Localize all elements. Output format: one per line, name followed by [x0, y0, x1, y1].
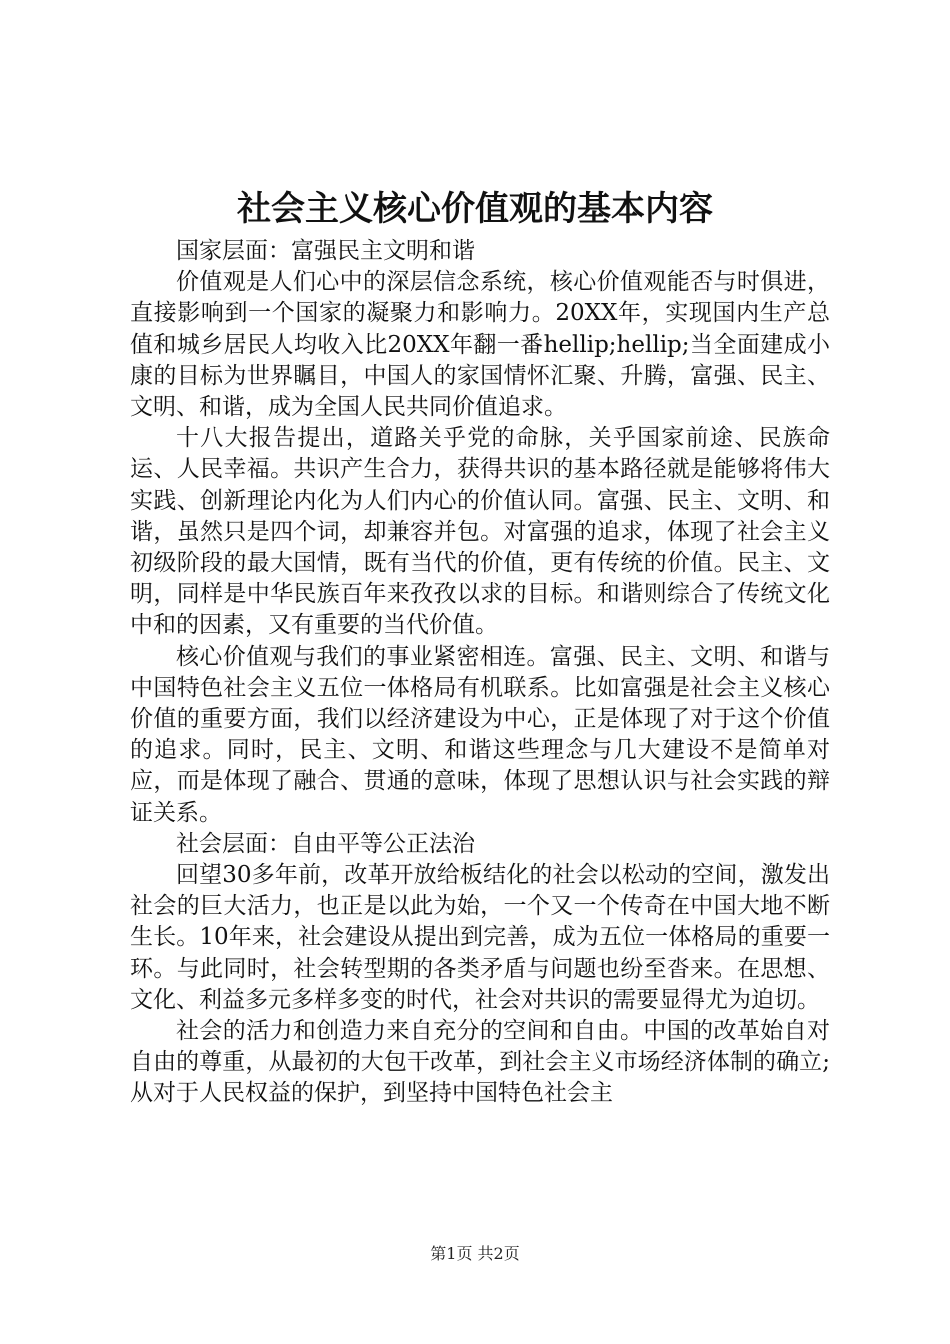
- page-number-footer: 第1页 共2页: [430, 1244, 520, 1263]
- document-title: 社会主义核心价值观的基本内容: [237, 189, 713, 229]
- section-heading-national: 国家层面：富强民主文明和谐: [176, 238, 475, 264]
- paragraph: 价值观是人们心中的深层信念系统，核心价值观能否与时俱进，直接影响到一个国家的凝聚力和影响力。20XX年，实现国内生产总值和城乡居民人均收入比20XX年翻一番hellip;hellip;当全面建成小康的目标为世界瞩目，中国人的家国情怀汇聚、升腾，富强、民主、文明、和谐，成为全国人民共同价值追求。: [130, 269, 830, 421]
- paragraph: 十八大报告提出，道路关乎党的命脉，关乎国家前途、民族命运、人民幸福。共识产生合力，获得共识的基本路径就是能够将伟大实践、创新理论内化为人们内心的价值认同。富强、民主、文明、和谐，虽然只是四个词，却兼容并包。对富强的追求，体现了社会主义初级阶段的最大国情，既有当代的价值，更有传统的价值。民主、文明，同样是中华民族百年来孜孜以求的目标。和谐则综合了传统文化中和的因素，又有重要的当代价值。: [130, 425, 830, 639]
- section-heading-social: 社会层面：自由平等公正法治: [176, 830, 475, 857]
- document-body: [130, 236, 830, 1110]
- paragraph: 社会的活力和创造力来自充分的空间和自由。中国的改革始自对自由的尊重，从最初的大包干改革，到社会主义市场经济体制的确立;从对于人民权益的保护，到坚持中国特色社会主: [130, 1018, 830, 1107]
- paragraph: 回望30多年前，改革开放给板结化的社会以松动的空间，激发出社会的巨大活力，也正是以此为始，一个又一个传奇在中国大地不断生长。10年来，社会建设从提出到完善，成为五位一体格局的重要一环。与此同时，社会转型期的各类矛盾与问题也纷至沓来。在思想、文化、利益多元多样多变的时代，社会对共识的需要显得尤为迫切。: [130, 862, 830, 1013]
- paragraph: 核心价值观与我们的事业紧密相连。富强、民主、文明、和谐与中国特色社会主义五位一体格局有机联系。比如富强是社会主义核心价值的重要方面，我们以经济建设为中心，正是体现了对于这个价值的追求。同时，民主、文明、和谐这些理念与几大建设不是简单对应，而是体现了融合、贯通的意味，体现了思想认识与社会实践的辩证关系。: [130, 643, 830, 826]
